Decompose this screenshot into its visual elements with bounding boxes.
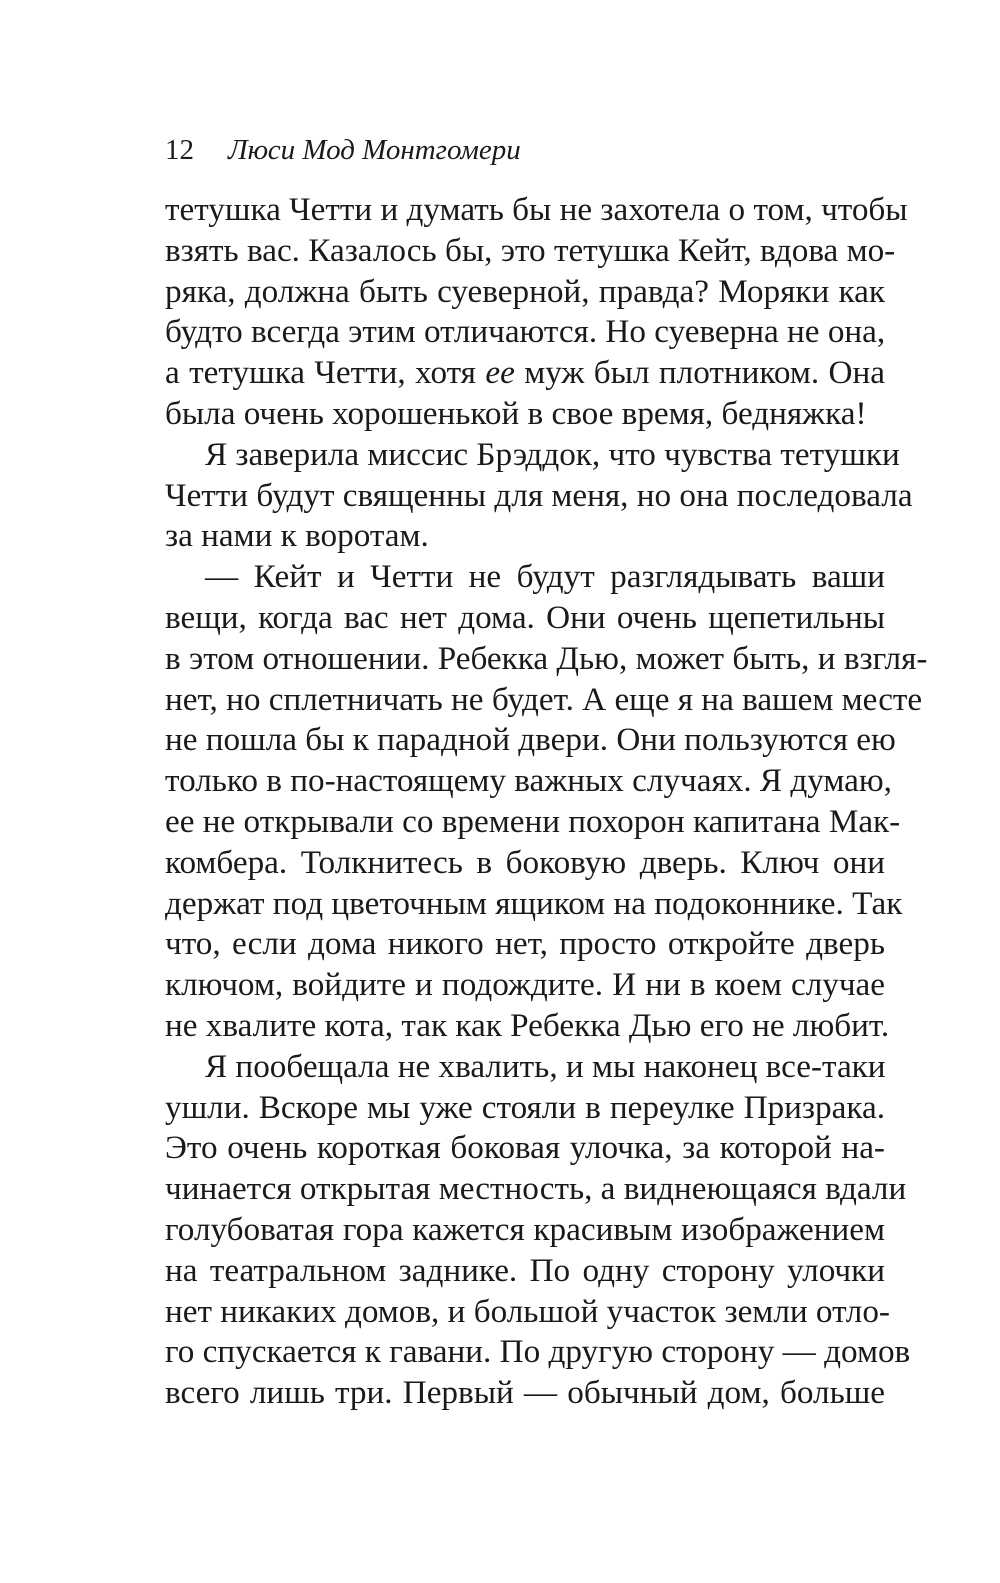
text-line: чинается открытая местность, а виднеющаяся вдали bbox=[165, 1170, 907, 1208]
text-line: ключом, войдите и подождите. И ни в коем случае bbox=[165, 966, 885, 1004]
text-line: Четти будут священны для меня, но она последовала bbox=[165, 476, 913, 514]
text-line: в этом отношении. Ребекка Дью, может быть, и взгля- bbox=[165, 639, 928, 677]
text-line: нет, но сплетничать не будет. А еще я на вашем месте bbox=[165, 680, 923, 718]
text-line: на театральном заднике. По одну сторону улочки bbox=[165, 1251, 885, 1289]
text-line: комбера. Толкнитесь в боковую дверь. Ключ они bbox=[165, 843, 885, 881]
text-line: ушли. Вскоре мы уже стояли в переулке Призрака. bbox=[165, 1088, 885, 1126]
text-line: тетушка Четти и думать бы не захотела о том, чтобы bbox=[165, 191, 908, 228]
text-line: всего лишь три. Первый — обычный дом, больше bbox=[165, 1374, 885, 1412]
text-line: го спускается к гавани. По другую сторону — домов bbox=[165, 1333, 911, 1371]
running-title: Люси Мод Монтгомери bbox=[228, 134, 521, 166]
text-line: ряка, должна быть суеверной, правда? Моряки как bbox=[165, 272, 885, 310]
text-line: была очень хорошенькой в свое время, бедняжка! bbox=[165, 394, 867, 432]
text-line: будто всегда этим отличаются. Но суеверна не она, bbox=[165, 313, 886, 351]
text-line: — Кейт и Четти не будут разглядывать ваши bbox=[205, 558, 885, 596]
text-line: вещи, когда вас нет дома. Они очень щепетильны bbox=[165, 598, 885, 636]
text-line: не пошла бы к парадной двери. Они пользуются ею bbox=[165, 721, 896, 759]
text-line: держат под цветочным ящиком на подоконнике. Так bbox=[165, 884, 903, 922]
text-line: только в по-настоящему важных случаях. Я думаю, bbox=[165, 762, 892, 800]
text-line: за нами к воротам. bbox=[165, 517, 429, 555]
emphasis-text: ее bbox=[485, 354, 515, 392]
text-line: голубоватая гора кажется красивым изображением bbox=[165, 1210, 885, 1248]
text-fragment: муж был плотником. Она bbox=[514, 354, 885, 392]
text-line: не хвалите кота, так как Ребекка Дью его не любит. bbox=[165, 1006, 890, 1044]
text-line: взять вас. Казалось бы, это тетушка Кейт, вдова мо- bbox=[165, 231, 896, 269]
text-line: Это очень короткая боковая улочка, за которой на- bbox=[165, 1129, 885, 1167]
running-head bbox=[165, 128, 885, 172]
text-line: что, если дома никого нет, просто откройте дверь bbox=[165, 925, 885, 963]
text-line: ее не открывали со времени похорон капитана Мак- bbox=[165, 802, 901, 840]
body-text bbox=[165, 190, 928, 1414]
text-line: Я пообещала не хвалить, и мы наконец все-таки bbox=[205, 1047, 886, 1085]
text-fragment: а тетушка Четти, хотя bbox=[165, 354, 486, 392]
page-number: 12 bbox=[165, 134, 194, 166]
text-line bbox=[165, 353, 885, 394]
text-line: Я заверила миссис Брэддок, что чувства тетушки bbox=[205, 435, 900, 473]
text-line: нет никаких домов, и большой участок земли отло- bbox=[165, 1292, 890, 1330]
